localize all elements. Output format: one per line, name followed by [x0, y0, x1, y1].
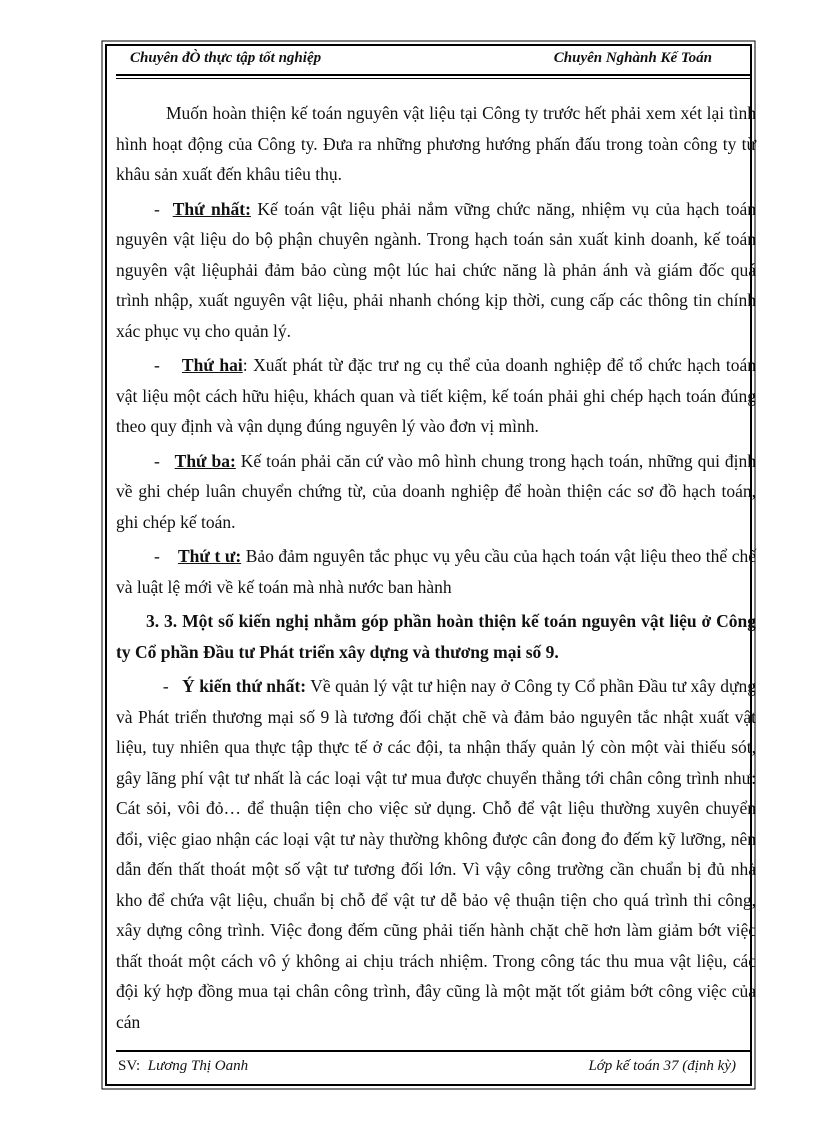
text-opinion-first: Về quản lý vật tư hiện nay ở Công ty Cổ phần Đầu tư xây dựng và Phát triển thương mại số 9 là tương đối chặt chẽ và đảm bảo nguyên tắc nhật xuất vật liệu, tuy nhiên qua thực tập thực tế ở các đội, ta nhận thấy quản lý còn một vài thiếu sót, gây lãng phí vật tư nhất là các loại vật tư mua được chuyển thẳng tới chân công trình như: Cát sỏi, vôi đỏ… để thuận tiện cho việc sử dụng. Chỗ để vật liệu thường xuyên chuyển đổi, việc giao nhận các loại vật tư này thường không được cân đong đo đếm kỹ lưỡng, nên dẫn đến thất thoát một số vật tư tương đối lớn. Vì vậy công trường cần chuẩn bị đủ nhà kho để chứa vật liệu, chuẩn bị chỗ để vật tư dễ bảo vệ thuận tiện cho quá trình thi công, xây dựng công trình. Việc đong đếm cũng phải tiến hành chặt chẽ hơn làm giảm bớt việc thất thoát một cách vô ý không ai chịu trách nhiệm. Trong công tác thu mua vật liệu, các đội ký hợp đồng mua tại chân công trình, đây cũng là một mặt tốt giảm bớt công việc của cán — [116, 676, 756, 1032]
header-rule — [116, 74, 752, 76]
paragraph-first — [116, 194, 756, 347]
paragraph-fourth — [116, 541, 756, 602]
header-left-title: Chuyên đÒ thực tập tốt nghiệp — [130, 50, 322, 66]
text-second: : Xuất phát từ đặc trư ng cụ thể của doanh nghiệp để tổ chức hạch toán vật liệu một cách hữu hiệu, khách quan và tiết kiệm, kế toán phải ghi chép hạch toán đúng theo quy định và vận dụng đúng nguyên lý vào đơn vị mình. — [116, 355, 756, 436]
label-second: Thứ hai — [181, 355, 243, 375]
header-rule-thin — [116, 78, 752, 79]
label-third: Thứ ba: — [174, 450, 236, 471]
section-heading: 3. 3. Một số kiến nghị nhằm góp phần hoàn thiện kế toán nguyên vật liệu ở Công ty Cổ phần Đầu tư Phát triển xây dựng và thương mại số 9. — [116, 611, 756, 662]
page-header — [130, 50, 712, 72]
paragraph-opinion-first — [116, 671, 756, 1037]
page-footer — [118, 1058, 736, 1080]
bullet-dash: - — [154, 676, 183, 696]
header-right-title: Chuyên Nghành Kế Toán — [553, 50, 712, 66]
bullet-dash: - — [154, 450, 175, 471]
document-body — [116, 98, 756, 1041]
footer-rule — [116, 1050, 752, 1052]
paragraph-second — [116, 350, 756, 442]
footer-class: Lớp kế toán 37 (định kỳ) — [588, 1058, 736, 1074]
label-first: Thứ nhất: — [172, 198, 251, 219]
bullet-dash: - — [154, 546, 178, 566]
paragraph-third — [116, 446, 756, 538]
text-third: Kế toán phải căn cứ vào mô hình chung trong hạch toán, những qui định về ghi chép luân chuyển chứng từ, của doanh nghiệp để hoàn thiện các sơ đồ hạch toán, ghi chép kế toán. — [116, 450, 756, 532]
label-fourth: Thứ t ư: — [178, 546, 242, 566]
text-fourth: Bảo đảm nguyên tắc phục vụ yêu cầu của hạch toán vật liệu theo thể chế và luật lệ mới về kế toán mà nhà nước ban hành — [116, 546, 756, 597]
footer-student — [118, 1058, 248, 1075]
bullet-dash: - — [154, 355, 182, 375]
bullet-dash: - — [154, 198, 173, 219]
label-opinion-first: Ý kiến thứ nhất: — [182, 676, 307, 696]
text-first: Kế toán vật liệu phải nắm vững chức năng, nhiệm vụ của hạch toán nguyên vật liệu do bộ phận chuyên ngành. Trong hạch toán sản xuất kinh doanh, kế toán nguyên vật liệuphải đảm bảo cùng một lúc hai chức năng là phản ánh và giám đốc quá trình nhập, xuất nguyên vật liệu, phải nhanh chóng kịp thời, cung cấp các thông tin chính xác phục vụ cho quản lý. — [116, 198, 756, 341]
footer-student-name: Lương Thị Oanh — [147, 1058, 249, 1074]
intro-paragraph: Muốn hoàn thiện kế toán nguyên vật liệu tại Công ty trước hết phải xem xét lại tình hình hoạt động của Công ty. Đưa ra những phương hướng phấn đấu trong toàn công ty từ khâu sản xuất đến khâu tiêu thụ. — [116, 103, 756, 184]
footer-sv-label: SV: — [118, 1058, 141, 1074]
